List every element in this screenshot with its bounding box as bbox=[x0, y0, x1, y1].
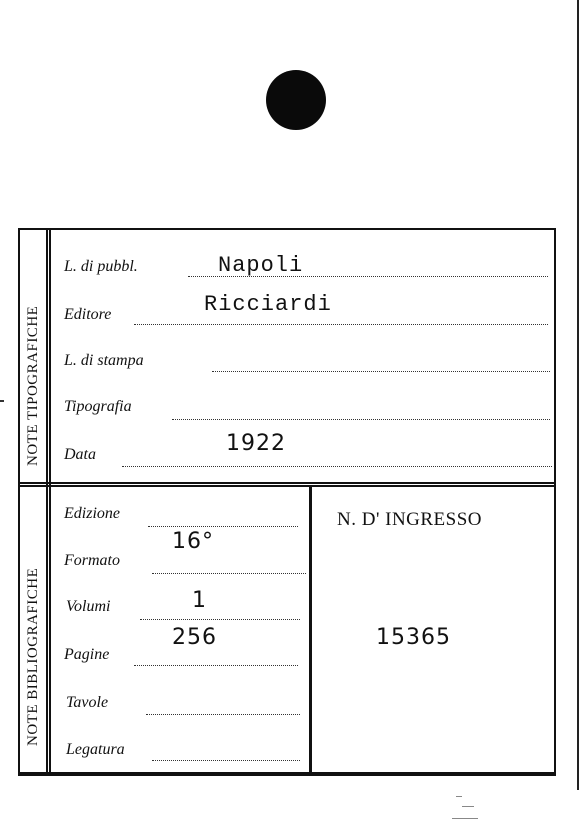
label-tavole: Tavole bbox=[66, 694, 109, 711]
label-luogo-pubblicazione: L. di pubbl. bbox=[64, 258, 138, 275]
fill-line-data bbox=[122, 466, 552, 467]
fill-line-tavole bbox=[146, 714, 300, 715]
value-formato: 16° bbox=[172, 529, 214, 554]
value-luogo-pubblicazione: Napoli bbox=[218, 253, 304, 278]
fill-line-formato bbox=[152, 573, 306, 574]
section-separator bbox=[18, 482, 556, 487]
fill-line-legatura bbox=[152, 760, 300, 761]
ingresso-column-separator bbox=[309, 487, 312, 774]
label-formato: Formato bbox=[64, 552, 120, 569]
edge-mark bbox=[0, 400, 4, 402]
punch-hole bbox=[266, 70, 326, 130]
fill-line-tipografia bbox=[172, 419, 550, 420]
card-bottom-rule bbox=[18, 774, 556, 776]
value-data: 1922 bbox=[226, 431, 286, 456]
fill-line-pagine bbox=[134, 665, 298, 666]
value-editore: Ricciardi bbox=[204, 292, 332, 317]
label-legatura: Legatura bbox=[66, 741, 125, 758]
value-volumi: 1 bbox=[192, 588, 207, 613]
paper-scuff bbox=[456, 796, 462, 797]
paper-scuff bbox=[462, 806, 474, 807]
fill-line-volumi bbox=[140, 619, 300, 620]
side-label-separator bbox=[46, 230, 51, 774]
label-volumi: Volumi bbox=[66, 598, 111, 615]
ingresso-number: 15365 bbox=[376, 625, 451, 650]
label-luogo-stampa: L. di stampa bbox=[64, 352, 144, 369]
ingresso-header: N. D' INGRESSO bbox=[337, 509, 483, 530]
label-tipografia: Tipografia bbox=[64, 398, 132, 415]
section-label-bibliografiche: NOTE BIBLIOGRAFICHE bbox=[25, 567, 41, 746]
label-data: Data bbox=[64, 446, 96, 463]
paper-scuff bbox=[452, 818, 478, 819]
card-right-edge bbox=[577, 0, 579, 790]
fill-line-editore bbox=[134, 324, 548, 325]
section-label-tipografiche: NOTE TIPOGRAFICHE bbox=[25, 305, 41, 466]
label-pagine: Pagine bbox=[64, 646, 110, 663]
value-pagine: 256 bbox=[172, 625, 217, 650]
label-edizione: Edizione bbox=[64, 505, 120, 522]
fill-line-edizione bbox=[148, 526, 298, 527]
label-editore: Editore bbox=[64, 306, 112, 323]
fill-line-luogo-stampa bbox=[212, 371, 550, 372]
